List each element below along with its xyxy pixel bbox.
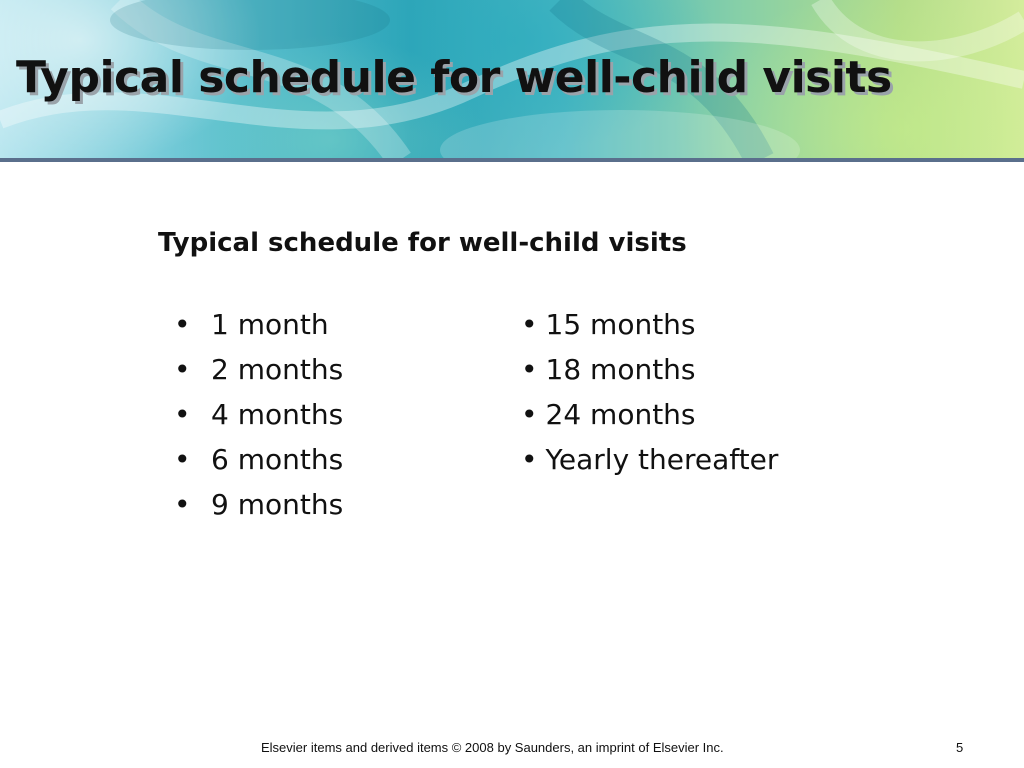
bullet-icon: • — [174, 398, 191, 431]
list-item — [521, 302, 778, 347]
list-item — [174, 482, 343, 527]
visit-age: 1 month — [211, 308, 329, 341]
visit-age: 2 months — [211, 353, 344, 386]
visit-age: Yearly thereafter — [545, 443, 779, 476]
visit-age: 9 months — [211, 488, 344, 521]
bullet-icon: • — [521, 308, 538, 341]
bullet-icon: • — [521, 398, 538, 431]
list-item — [174, 437, 343, 482]
list-item — [521, 437, 778, 482]
bullet-icon: • — [174, 353, 191, 386]
visit-age: 24 months — [545, 398, 696, 431]
list-item — [174, 347, 343, 392]
bullet-icon: • — [521, 353, 538, 386]
bullet-icon: • — [174, 488, 191, 521]
bullet-icon: • — [521, 443, 538, 476]
list-item — [521, 347, 778, 392]
slide-title: Typical schedule for well-child visits — [16, 52, 892, 103]
visit-age: 4 months — [211, 398, 344, 431]
bullet-icon: • — [174, 308, 191, 341]
schedule-list-right — [521, 302, 778, 482]
list-item — [521, 392, 778, 437]
visit-age: 18 months — [545, 353, 696, 386]
schedule-list-left — [174, 302, 343, 527]
copyright-notice: Elsevier items and derived items © 2008 by Saunders, an imprint of Elsevier Inc. — [261, 740, 724, 755]
visit-age: 6 months — [211, 443, 344, 476]
list-item — [174, 392, 343, 437]
bullet-icon: • — [174, 443, 191, 476]
header-banner — [0, 0, 1024, 160]
list-item — [174, 302, 343, 347]
schedule-heading: Typical schedule for well-child visits — [158, 228, 687, 258]
page-number: 5 — [956, 740, 964, 755]
visit-age: 15 months — [545, 308, 696, 341]
banner-divider — [0, 158, 1024, 162]
